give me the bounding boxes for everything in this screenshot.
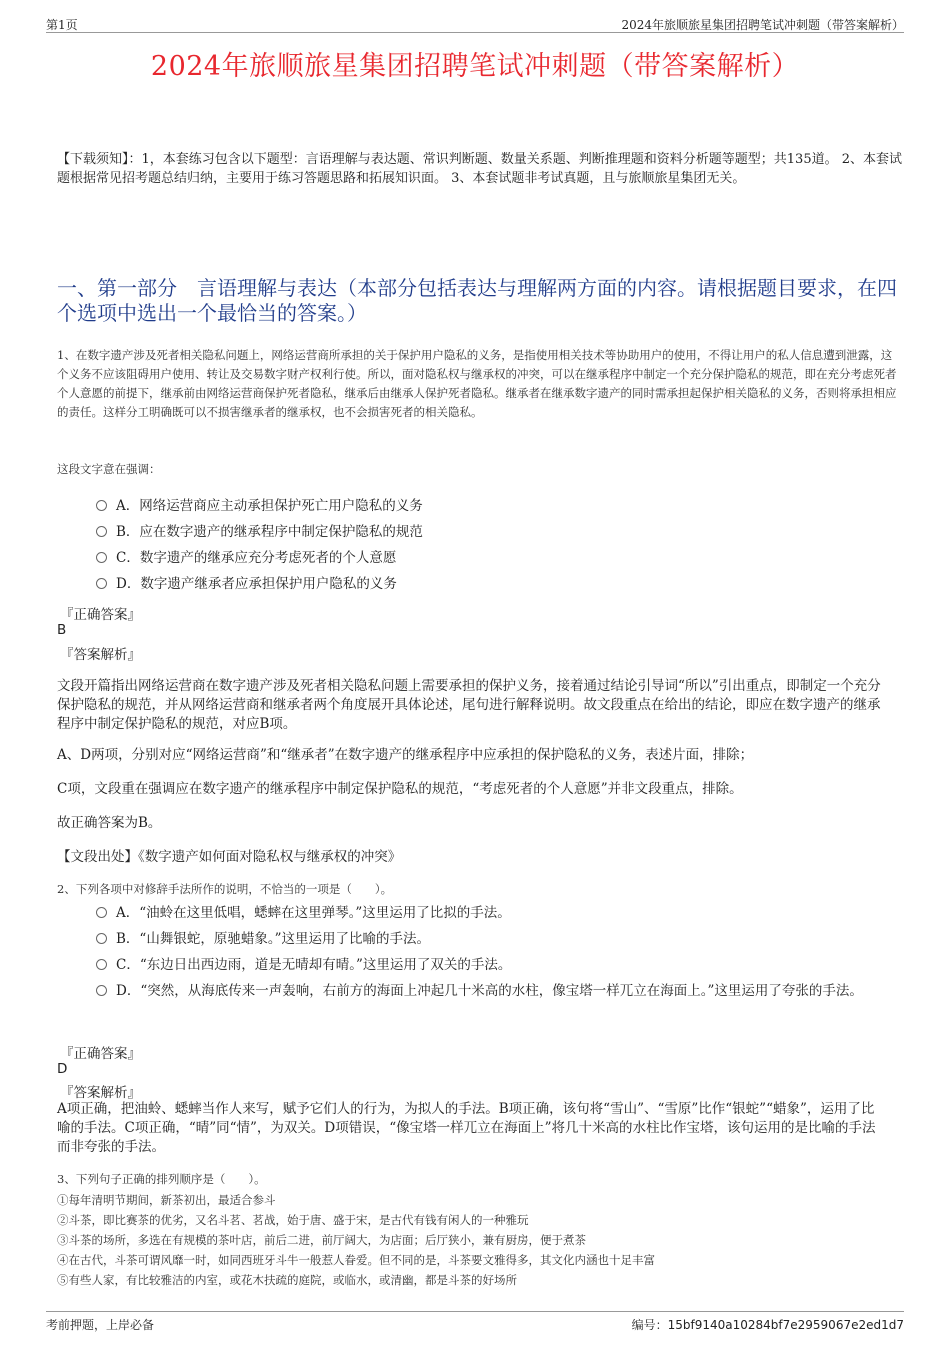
question-2-stem: 2、下列各项中对修辞手法所作的说明，不恰当的一项是（ ）。 bbox=[57, 882, 393, 896]
q2-answer: D bbox=[57, 1061, 68, 1077]
footer-slogan: 考前押题，上岸必备 bbox=[46, 1318, 155, 1332]
q1-option-a[interactable]: A．网络运营商应主动承担保护死亡用户隐私的义务 bbox=[96, 495, 896, 517]
q1-analysis-label: 『答案解析』 bbox=[60, 647, 141, 663]
radio-icon[interactable] bbox=[96, 552, 107, 563]
radio-icon[interactable] bbox=[96, 500, 107, 511]
radio-icon[interactable] bbox=[96, 933, 107, 944]
q1-answer: B bbox=[57, 622, 67, 638]
list-item: ④在古代，斗茶可谓风靡一时，如同西班牙斗牛一般惹人眷爱。但不同的是，斗茶要文雅得多，其文化内涵也十足丰富 bbox=[57, 1253, 655, 1267]
radio-icon[interactable] bbox=[96, 578, 107, 589]
list-item: ③斗茶的场所，多选在有规模的茶叶店，前后二进，前厅阔大，为店面；后厅狭小，兼有厨房，便于煮茶 bbox=[57, 1233, 586, 1247]
q2-option-a[interactable]: A．“油蛉在这里低唱，蟋蟀在这里弹琴。”这里运用了比拟的手法。 bbox=[96, 902, 896, 924]
q2-analysis-label: 『答案解析』 bbox=[60, 1085, 141, 1101]
page-number: 第1页 bbox=[46, 18, 78, 32]
page-header bbox=[46, 14, 904, 33]
radio-icon[interactable] bbox=[96, 907, 107, 918]
list-item: ②斗茶，即比赛茶的优劣，又名斗茗、茗战，始于唐、盛于宋，是古代有钱有闲人的一种雅玩 bbox=[57, 1213, 529, 1227]
question-1-prompt: 这段文字意在强调： bbox=[57, 462, 161, 476]
question-1-stem: 1、在数字遗产涉及死者相关隐私问题上，网络运营商所承担的关于保护用户隐私的义务，是指使用相关技术等协助用户的使用，不得让用户的私人信息遭到泄露，这个义务不应该阻碍用户使用、转让及交易数字财产权利行使。所以，面对隐私权与继承权的冲突，可以在继承程序中制定一个充分保护隐私的规范，即在充分考虑死者个人意愿的前提下，继承前由网络运营商保护死者隐私，继承后由继承人保护死者隐私。继承者在继承数字遗产的同时需承担起保护相关隐私的义务，否则将承担相应的责任。这样分工明确既可以不损害继承者的继承权，也不会损害死者的相关隐私。 bbox=[57, 348, 897, 419]
list-item: ⑤有些人家，有比较雅洁的内室，或花木扶疏的庭院，或临水，或清幽，都是斗茶的好场所 bbox=[57, 1273, 517, 1287]
radio-icon[interactable] bbox=[96, 985, 107, 996]
download-notice: 【下载须知】：1，本套练习包含以下题型：言语理解与表达题、常识判断题、数量关系题、判断推理题和资料分析题等题型；共135道。 2、本套试题根据常见招考题总结归纳，主要用于练习答题思路和拓展知识面。 3、本套试题非考试真题，且与旅顺旅星集团无关。 bbox=[57, 152, 902, 186]
q2-option-d[interactable]: D．“突然，从海底传来一声轰响，右前方的海面上冲起几十米高的水柱，像宝塔一样兀立在海面上。”这里运用了夸张的手法。 bbox=[96, 980, 896, 1002]
footer-code: 编号：15bf9140a10284bf7e2959067e2ed1d7 bbox=[631, 1318, 904, 1332]
q1-correct-label: 『正确答案』 bbox=[60, 607, 141, 623]
q1-option-c[interactable]: C．数字遗产的继承应充分考虑死者的个人意愿 bbox=[96, 547, 896, 569]
question-3-stem: 3、下列句子正确的排列顺序是（ ）。 bbox=[57, 1172, 266, 1186]
q1-analysis-p1: 文段开篇指出网络运营商在数字遗产涉及死者相关隐私问题上需要承担的保护义务，接着通过结论引导词“所以”引出重点，即制定一个充分保护隐私的规范，并从网络运营商和继承者两个角度展开具体论述，尾句进行解释说明。故文段重点在给出的结论，即应在数字遗产的继承程序中制定保护隐私的规范，对应B项。 bbox=[57, 678, 881, 732]
q2-correct-label: 『正确答案』 bbox=[60, 1046, 141, 1062]
q1-analysis-p3: C项，文段重在强调应在数字遗产的继承程序中制定保护隐私的规范，“考虑死者的个人意愿”并非文段重点，排除。 bbox=[57, 781, 743, 797]
header-doc-title: 2024年旅顺旅星集团招聘笔试冲刺题（带答案解析） bbox=[621, 18, 904, 32]
q1-analysis-p2: A、D两项，分别对应“网络运营商”和“继承者”在数字遗产的继承程序中应承担的保护隐私的义务，表述片面，排除； bbox=[57, 747, 754, 763]
q1-option-d[interactable]: D．数字遗产继承者应承担保护用户隐私的义务 bbox=[96, 573, 896, 595]
q1-source: 【文段出处】《数字遗产如何面对隐私权与继承权的冲突》 bbox=[57, 849, 402, 865]
radio-icon[interactable] bbox=[96, 959, 107, 970]
q2-option-b[interactable]: B．“山舞银蛇，原驰蜡象。”这里运用了比喻的手法。 bbox=[96, 928, 896, 950]
q3-items bbox=[57, 1190, 902, 1290]
radio-icon[interactable] bbox=[96, 526, 107, 537]
q2-option-c[interactable]: C．“东边日出西边雨，道是无晴却有晴。”这里运用了双关的手法。 bbox=[96, 954, 896, 976]
q1-analysis-p4: 故正确答案为B。 bbox=[57, 815, 162, 831]
page-title: 2024年旅顺旅星集团招聘笔试冲刺题（带答案解析） bbox=[150, 51, 800, 82]
page-footer bbox=[46, 1311, 904, 1334]
q1-option-b[interactable]: B．应在数字遗产的继承程序中制定保护隐私的规范 bbox=[96, 521, 896, 543]
list-item: ①每年清明节期间，新茶初出，最适合参斗 bbox=[57, 1193, 276, 1207]
section-heading: 一、第一部分 言语理解与表达（本部分包括表达与理解两方面的内容。请根据题目要求，在四个选项中选出一个最恰当的答案。） bbox=[57, 276, 897, 325]
q2-analysis: A项正确，把油蛉、蟋蟀当作人来写，赋予它们人的行为，为拟人的手法。B项正确，该句将“雪山”、“雪原”比作“银蛇”“蜡象”，运用了比喻的手法。C项正确，“晴”同“情”，为双关。D项错误，“像宝塔一样兀立在海面上”将几十米高的水柱比作宝塔，该句运用的是比喻的手法而非夸张的手法。 bbox=[57, 1101, 876, 1155]
